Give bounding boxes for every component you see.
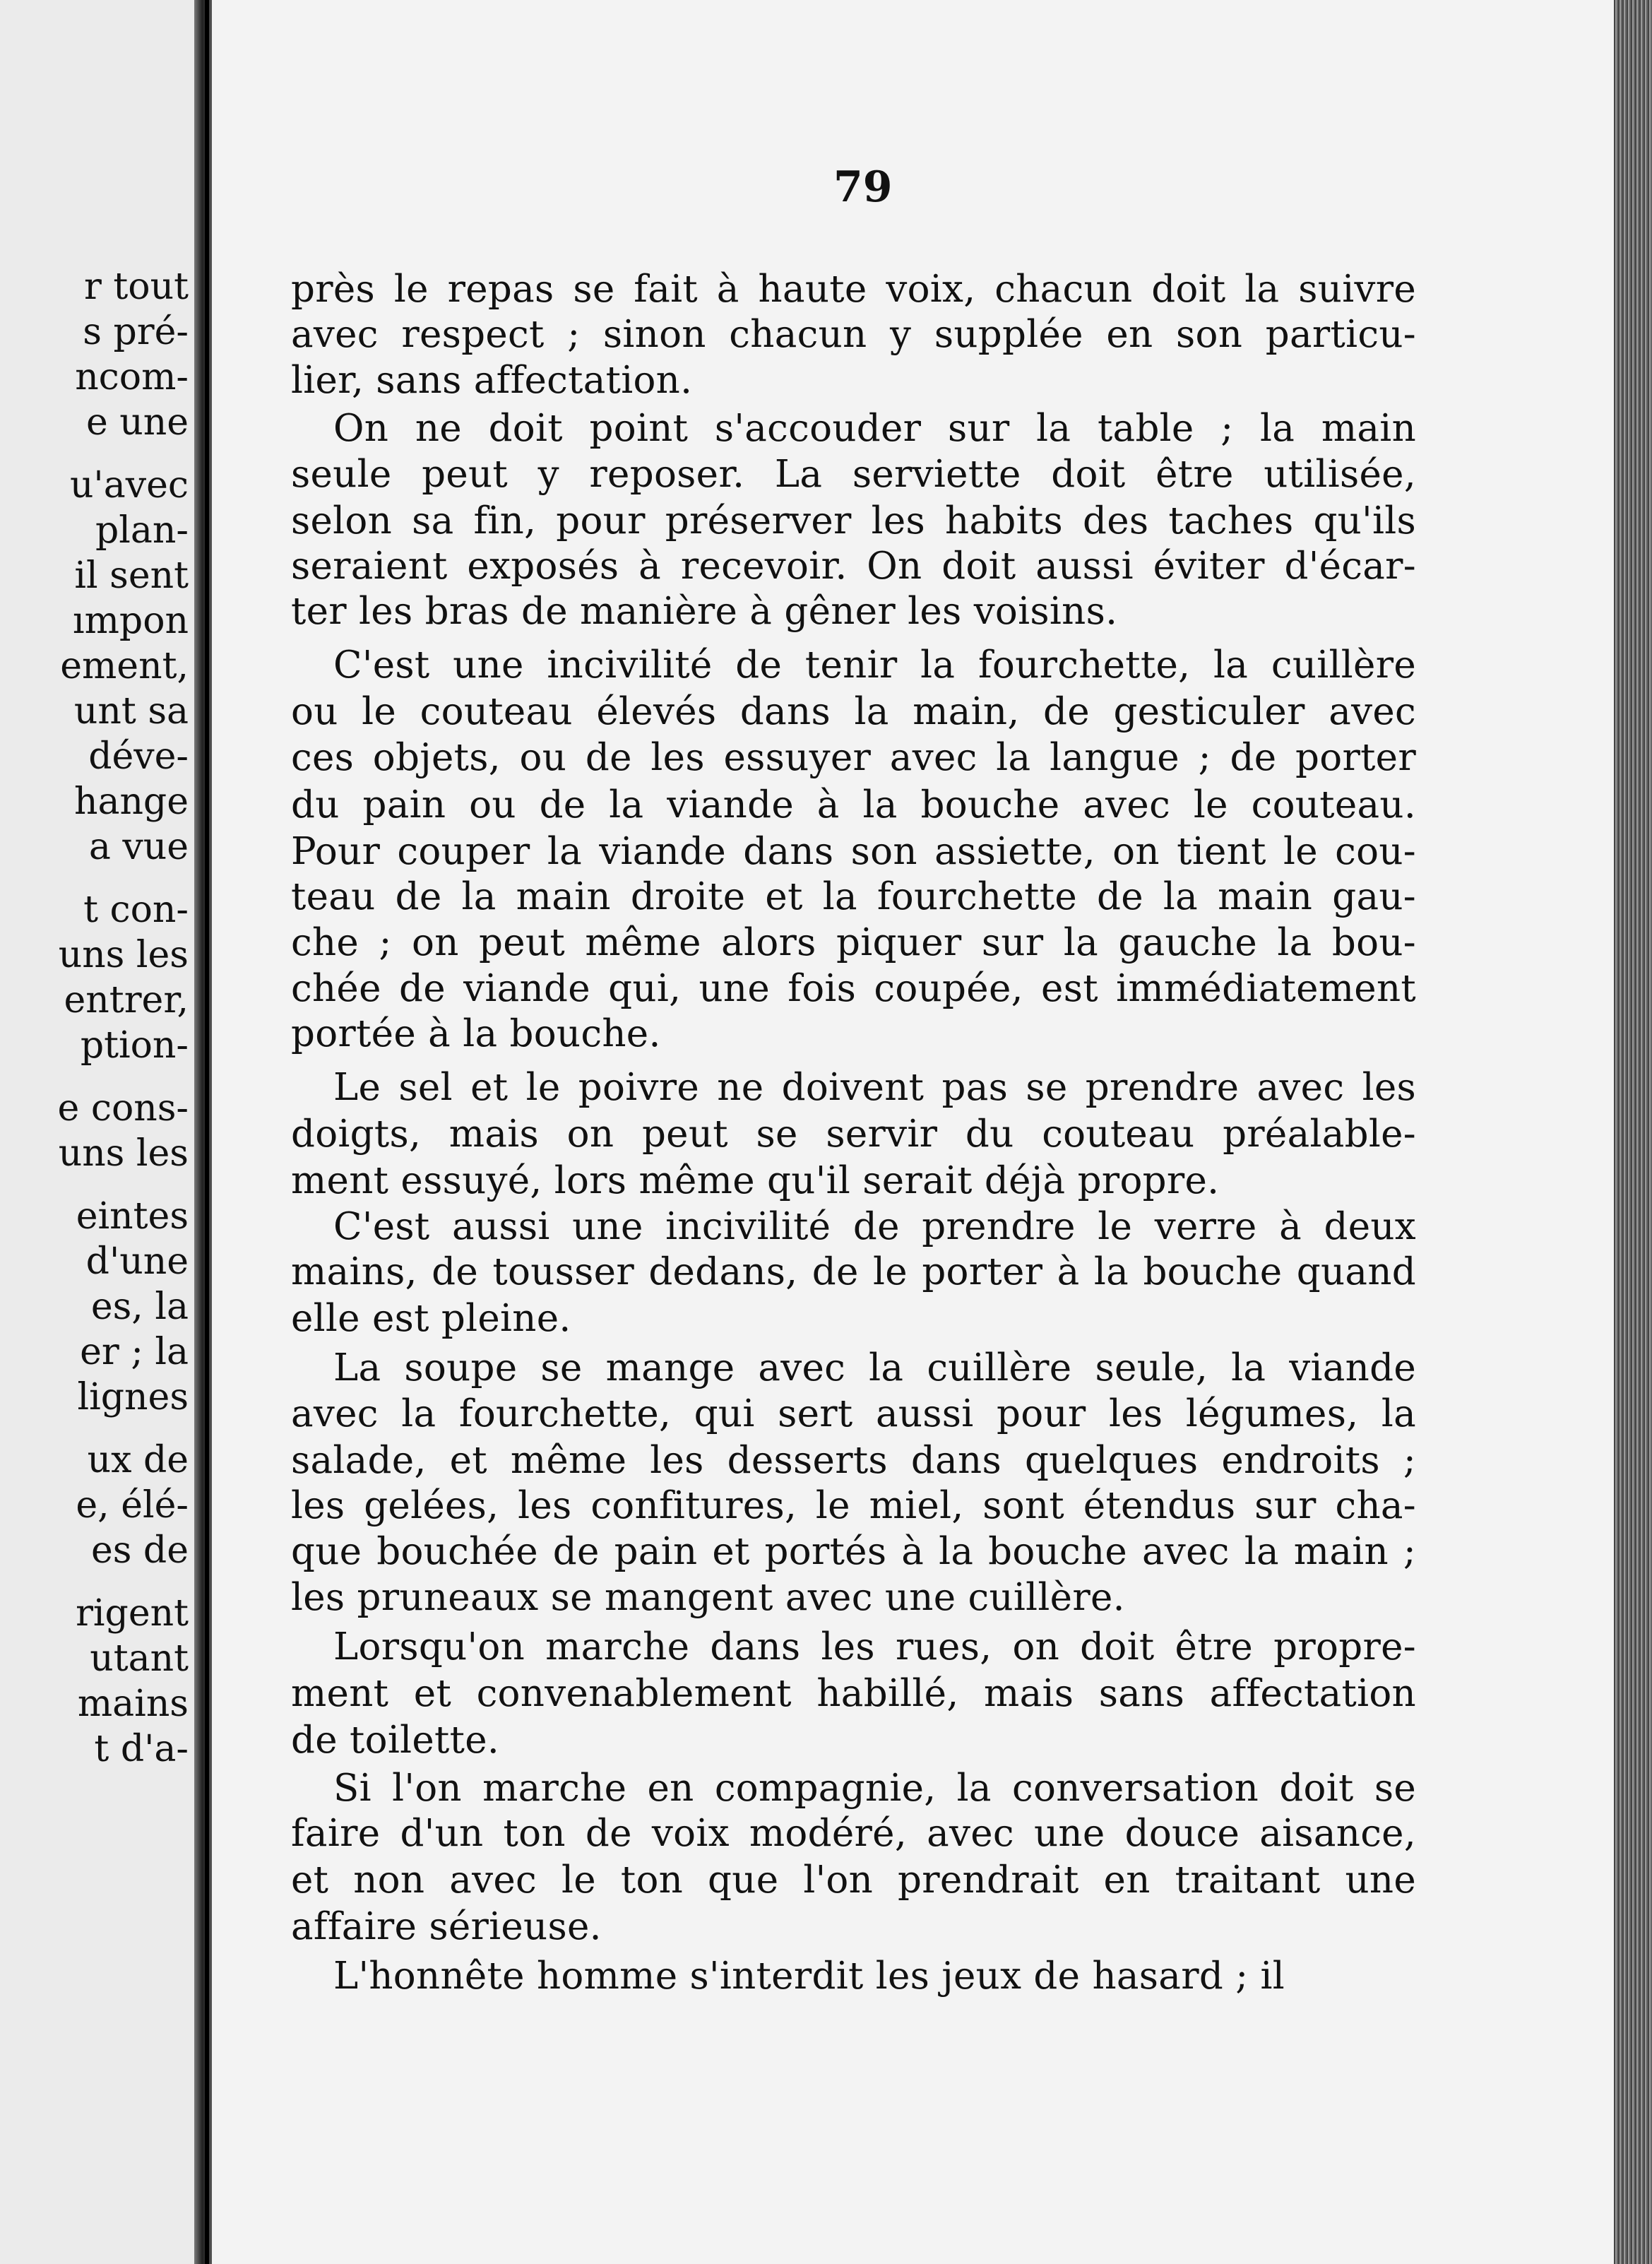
facing-page-fragment: a vue — [88, 826, 189, 868]
text-line: lier, sans affectation. — [291, 359, 693, 402]
text-line: La soupe se mange avec la cuillère seule, la viande — [333, 1346, 1416, 1389]
facing-page-fragment: r tout — [84, 266, 189, 308]
text-line: Pour couper la viande dans son assiette, on tient le cou- — [291, 830, 1416, 873]
text-line: ces objets, ou de les essuyer avec la langue ; de porter — [291, 736, 1416, 779]
text-line: de toilette. — [291, 1719, 500, 1762]
text-line: Lorsqu'on marche dans les rues, on doit être propre- — [333, 1625, 1416, 1669]
facing-page-fragment: t con- — [83, 889, 189, 931]
facing-page-fragment: er ; la — [80, 1331, 189, 1373]
facing-page-fragment: es de — [90, 1529, 189, 1572]
text-line: chée de viande qui, une fois coupée, est immédiatement — [291, 967, 1416, 1010]
text-line: che ; on peut même alors piquer sur la gauche la bou- — [291, 921, 1416, 964]
text-line: faire d'un ton de voix modéré, avec une douce aisance, — [291, 1812, 1416, 1855]
facing-page-fragment: entrer, — [64, 979, 189, 1021]
text-line: Le sel et le poivre ne doivent pas se prendre avec les — [333, 1066, 1416, 1109]
facing-page-fragment: plan- — [95, 509, 189, 552]
text-line: C'est une incivilité de tenir la fourchette, la cuillère — [333, 644, 1416, 687]
facing-page-fragment: hange — [73, 781, 189, 823]
book-gutter — [194, 0, 212, 2264]
page-edge-stack — [1614, 0, 1652, 2264]
text-line: avec respect ; sinon chacun y supplée en son particu- — [291, 313, 1416, 356]
facing-page-fragment: s pré- — [83, 311, 189, 353]
text-line: doigts, mais on peut se servir du couteau préalable- — [291, 1113, 1416, 1156]
facing-page-fragment: u'avec — [69, 464, 189, 506]
page-number: 79 — [833, 162, 893, 212]
text-line: ter les bras de manière à gêner les voisins. — [291, 590, 1118, 633]
text-line: teau de la main droite et la fourchette de la main gau- — [291, 875, 1416, 918]
text-line: seraient exposés à recevoir. On doit aussi éviter d'écar- — [291, 545, 1416, 588]
facing-page-fragment: rigent — [76, 1592, 189, 1635]
facing-page-fragment: d'une — [85, 1240, 189, 1283]
facing-page-fragment: uns les — [58, 934, 189, 976]
gutter-shadow — [205, 0, 209, 2264]
text-line: les gelées, les confitures, le miel, sont étendus sur cha- — [291, 1484, 1416, 1527]
text-line: affaire sérieuse. — [291, 1905, 602, 1948]
facing-page-fragment: ement, — [60, 645, 189, 687]
facing-page-fragment: utant — [90, 1637, 189, 1680]
facing-page-fragment: mains — [77, 1683, 189, 1725]
text-line: On ne doit point s'accouder sur la table ; la main — [333, 407, 1416, 450]
text-line: selon sa fin, pour préserver les habits des taches qu'ils — [291, 499, 1416, 543]
text-line: salade, et même les desserts dans quelques endroits ; — [291, 1439, 1416, 1482]
facing-page-fragment: ncom- — [75, 356, 189, 398]
text-line: ment essuyé, lors même qu'il serait déjà propre. — [291, 1159, 1220, 1202]
facing-page-fragment: déve- — [88, 735, 189, 778]
facing-page-fragment: ux de — [87, 1439, 189, 1481]
text-line: seule peut y reposer. La serviette doit être utilisée, — [291, 453, 1416, 496]
text-line: ou le couteau élevés dans la main, de gesticuler avec — [291, 690, 1416, 733]
facing-page-fragment: t d'a- — [94, 1728, 189, 1770]
text-line: C'est aussi une incivilité de prendre le verre à deux — [333, 1205, 1416, 1248]
facing-page-fragment: uns les — [58, 1132, 189, 1175]
text-line: ment et convenablement habillé, mais sans affectation — [291, 1672, 1416, 1715]
text-line: que bouchée de pain et portés à la bouche avec la main ; — [291, 1530, 1416, 1573]
text-line: Si l'on marche en compagnie, la conversation doit se — [333, 1767, 1416, 1810]
text-line: L'honnête homme s'interdit les jeux de hasard ; il — [333, 1955, 1285, 1998]
text-line: elle est pleine. — [291, 1297, 571, 1340]
text-line: avec la fourchette, qui sert aussi pour les légumes, la — [291, 1392, 1416, 1435]
facing-page — [0, 0, 194, 2264]
text-line: près le repas se fait à haute voix, chacun doit la suivre — [291, 268, 1416, 311]
facing-page-fragment: il sent — [74, 555, 189, 597]
facing-page-fragment: unt sa — [73, 690, 189, 733]
text-line: les pruneaux se mangent avec une cuillère. — [291, 1576, 1125, 1619]
text-line: du pain ou de la viande à la bouche avec le couteau. — [291, 783, 1416, 826]
facing-page-fragment: es, la — [90, 1286, 189, 1328]
facing-page-fragment: ımpon — [72, 600, 189, 642]
facing-page-fragment: e une — [85, 401, 189, 444]
text-line: mains, de tousser dedans, de le porter à la bouche quand — [291, 1250, 1416, 1293]
text-line: portée à la bouche. — [291, 1012, 661, 1055]
text-line: et non avec le ton que l'on prendrait en traitant une — [291, 1859, 1416, 1902]
facing-page-fragment: e, élé- — [76, 1484, 189, 1527]
facing-page-fragment: eintes — [76, 1195, 189, 1238]
facing-page-fragment: ption- — [80, 1024, 189, 1067]
facing-page-fragment: lignes — [77, 1376, 189, 1418]
facing-page-fragment: e cons- — [57, 1087, 189, 1130]
